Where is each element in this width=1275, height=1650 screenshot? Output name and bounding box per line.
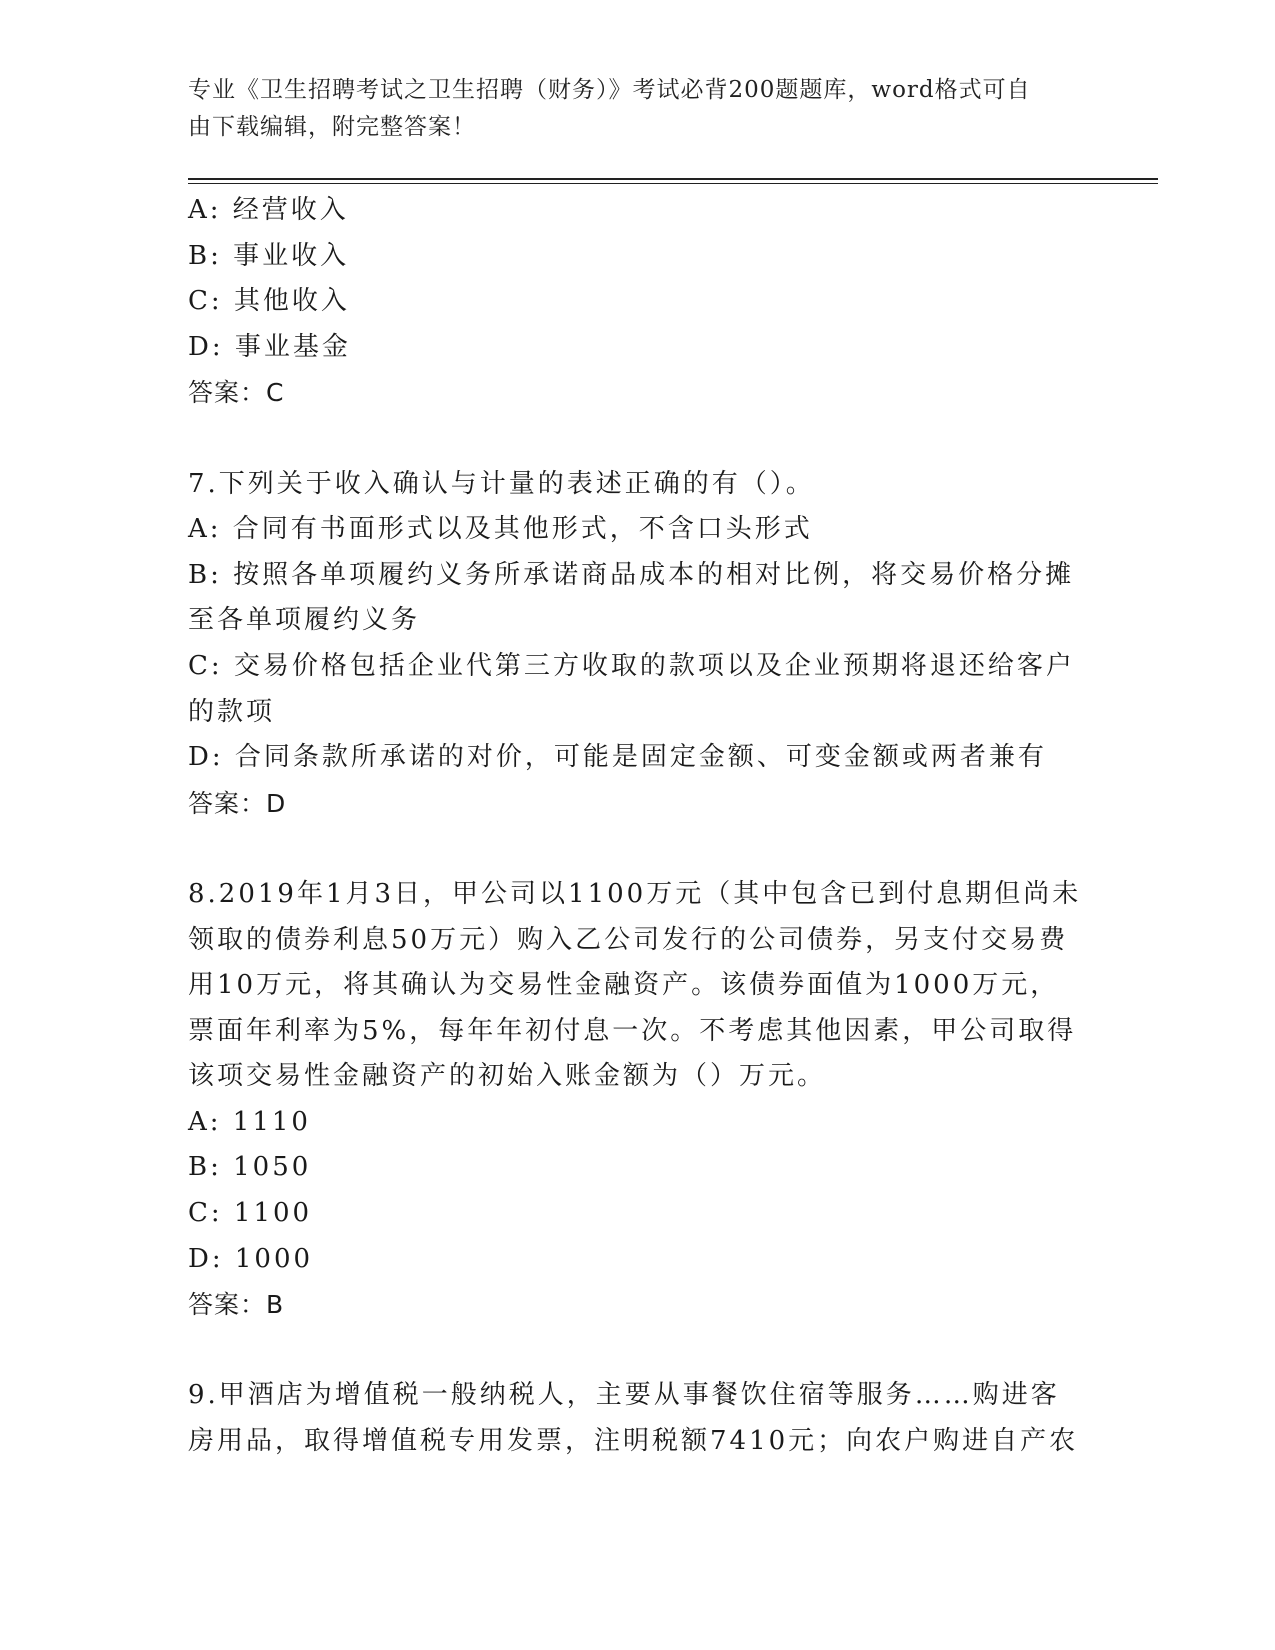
q9-stem-line-1: 9.甲酒店为增值税一般纳税人，主要从事餐饮住宿等服务……购进客 — [188, 1380, 1060, 1411]
q6-option-d: D: 事业基金 — [188, 331, 351, 362]
q7-option-b-line-1: B: 按照各单项履约义务所承诺商品成本的相对比例，将交易价格分摊 — [188, 559, 1075, 590]
question-6-block — [188, 188, 1088, 416]
q8-option-a: A: 1110 — [188, 1106, 311, 1137]
document-header — [188, 72, 1068, 146]
q8-answer: 答案：B — [188, 1290, 285, 1320]
q6-option-a: A: 经营收入 — [188, 195, 349, 225]
header-rule-thin — [188, 183, 1158, 184]
q7-answer: 答案：D — [188, 788, 287, 818]
q6-option-c: C: 其他收入 — [188, 286, 350, 317]
spacer — [188, 826, 1088, 872]
q8-stem-line-1: 8.2019年1月3日，甲公司以1100万元（其中包含已到付息期但尚未 — [188, 878, 1082, 909]
q7-option-c-line-2: 的款项 — [188, 696, 276, 727]
q8-option-b: B: 1050 — [188, 1152, 312, 1183]
q6-answer: 答案：C — [188, 378, 285, 408]
question-9-block — [188, 1373, 1088, 1464]
q8-option-c: C: 1100 — [188, 1198, 313, 1229]
header-line-1: 专业《卫生招聘考试之卫生招聘（财务）》考试必背200题题库，word格式可自 — [188, 77, 1031, 103]
q7-stem: 7.下列关于收入确认与计量的表述正确的有（）。 — [188, 468, 815, 499]
q7-option-b-line-2: 至各单项履约义务 — [188, 605, 421, 636]
q8-stem-line-3: 用10万元，将其确认为交易性金融资产。该债券面值为1000万元， — [188, 970, 1060, 1001]
header-rule-thick — [188, 178, 1158, 180]
spacer — [188, 416, 1088, 462]
q8-stem-line-5: 该项交易性金融资产的初始入账金额为（）万元。 — [188, 1061, 827, 1092]
document-body — [188, 188, 1088, 1465]
question-8-block — [188, 872, 1088, 1328]
q7-option-d: D: 合同条款所承诺的对价，可能是固定金额、可变金额或两者兼有 — [188, 742, 1047, 773]
question-7-block — [188, 462, 1088, 827]
q7-option-a: A: 合同有书面形式以及其他形式，不含口头形式 — [188, 514, 813, 545]
q8-stem-line-4: 票面年利率为5%，每年年初付息一次。不考虑其他因素，甲公司取得 — [188, 1015, 1077, 1046]
q9-stem-line-2: 房用品，取得增值税专用发票，注明税额7410元；向农户购进自产农 — [188, 1426, 1079, 1457]
header-line-2: 由下载编辑，附完整答案！ — [188, 114, 476, 140]
q6-option-b: B: 事业收入 — [188, 240, 350, 271]
q8-option-d: D: 1000 — [188, 1243, 314, 1274]
q7-option-c-line-1: C: 交易价格包括企业代第三方收取的款项以及企业预期将退还给客户 — [188, 650, 1075, 681]
q8-stem-line-2: 领取的债券利息50万元）购入乙公司发行的公司债券，另支付交易费 — [188, 924, 1069, 955]
spacer — [188, 1328, 1088, 1374]
